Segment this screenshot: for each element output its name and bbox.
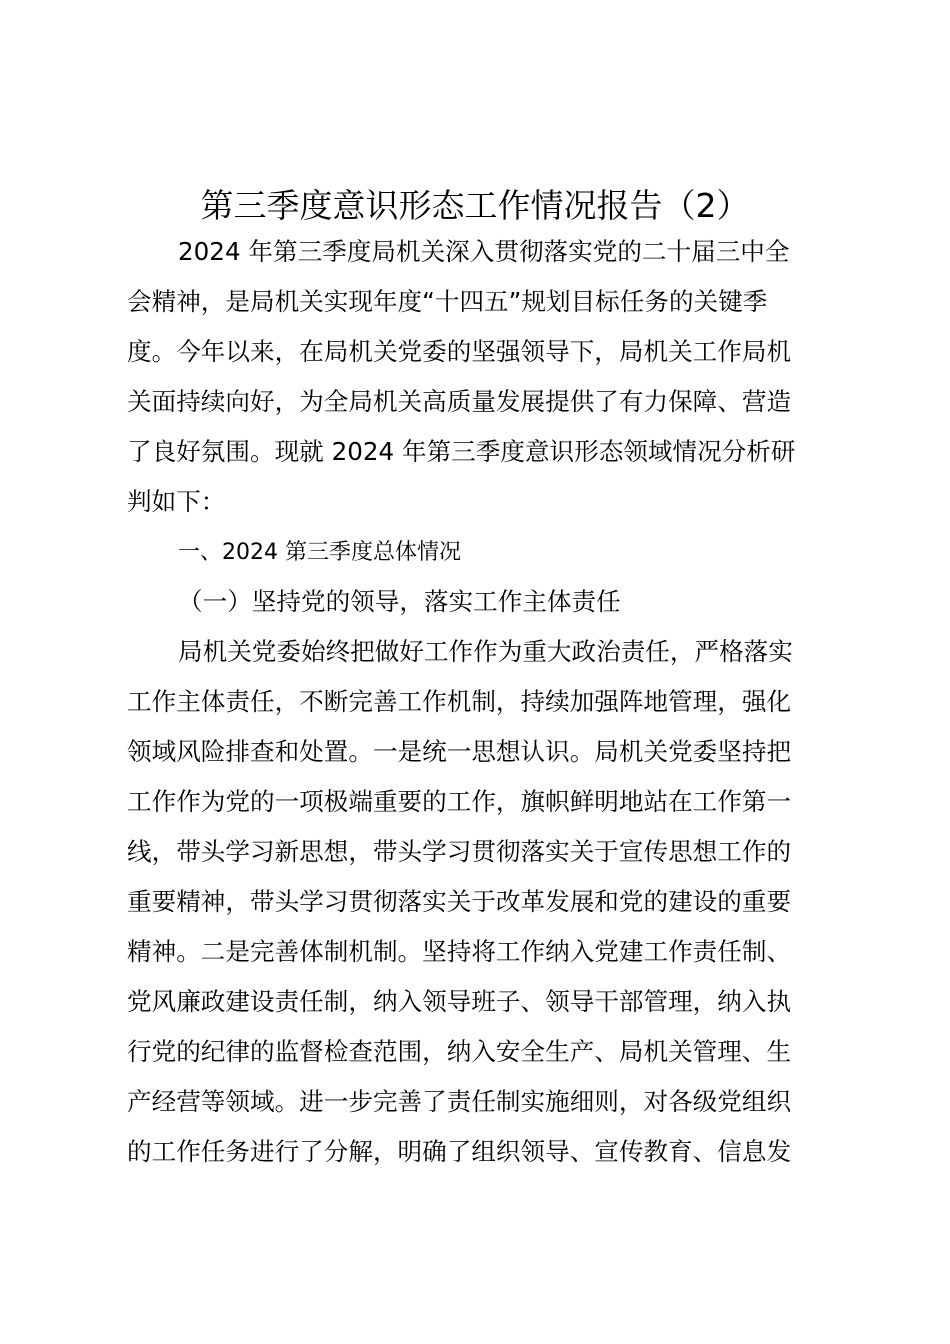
paragraph-line: 的工作任务进行了分解，明确了组织领导、宣传教育、信息发: [127, 1137, 792, 1166]
paragraph-line: 领域风险排查和处置。一是统一思想认识。局机关党委坚持把: [127, 737, 792, 766]
paragraph-line: 行党的纪律的监督检查范围，纳入安全生产、局机关管理、生: [127, 1037, 792, 1066]
paragraph-line: 判如下：: [127, 487, 226, 516]
paragraph-line: 党风廉政建设责任制，纳入领导班子、领导干部管理，纳入执: [127, 987, 792, 1016]
paragraph-line: 2024 年第三季度局机关深入贯彻落实党的二十届三中全: [178, 237, 790, 266]
paragraph-line: 工作作为党的一项极端重要的工作，旗帜鲜明地站在工作第一: [127, 787, 792, 816]
paragraph-line: 局机关党委始终把做好工作作为重大政治责任，严格落实: [178, 637, 793, 666]
paragraph-line: 度。今年以来，在局机关党委的坚强领导下，局机关工作局机: [127, 337, 792, 366]
paragraph-line: 线，带头学习新思想，带头学习贯彻落实关于宣传思想工作的: [127, 837, 792, 866]
paragraph-line: 了良好氛围。现就 2024 年第三季度意识形态领域情况分析研: [127, 437, 796, 466]
paragraph-line: 工作主体责任，不断完善工作机制，持续加强阵地管理，强化: [127, 687, 792, 716]
paragraph-line: 会精神，是局机关实现年度“十四五”规划目标任务的关键季: [127, 287, 768, 316]
subsection-heading: （一）坚持党的领导，落实工作主体责任: [178, 587, 621, 616]
paragraph-line: 产经营等领域。进一步完善了责任制实施细则，对各级党组织: [127, 1087, 792, 1116]
section-heading: 一、2024 第三季度总体情况: [178, 540, 461, 565]
document-title: 第三季度意识形态工作情况报告（2）: [200, 186, 750, 225]
paragraph-line: 重要精神，带头学习贯彻落实关于改革发展和党的建设的重要: [127, 887, 792, 916]
paragraph-line: 精神。二是完善体制机制。坚持将工作纳入党建工作责任制、: [127, 937, 792, 966]
paragraph-line: 关面持续向好，为全局机关高质量发展提供了有力保障、营造: [127, 387, 792, 416]
